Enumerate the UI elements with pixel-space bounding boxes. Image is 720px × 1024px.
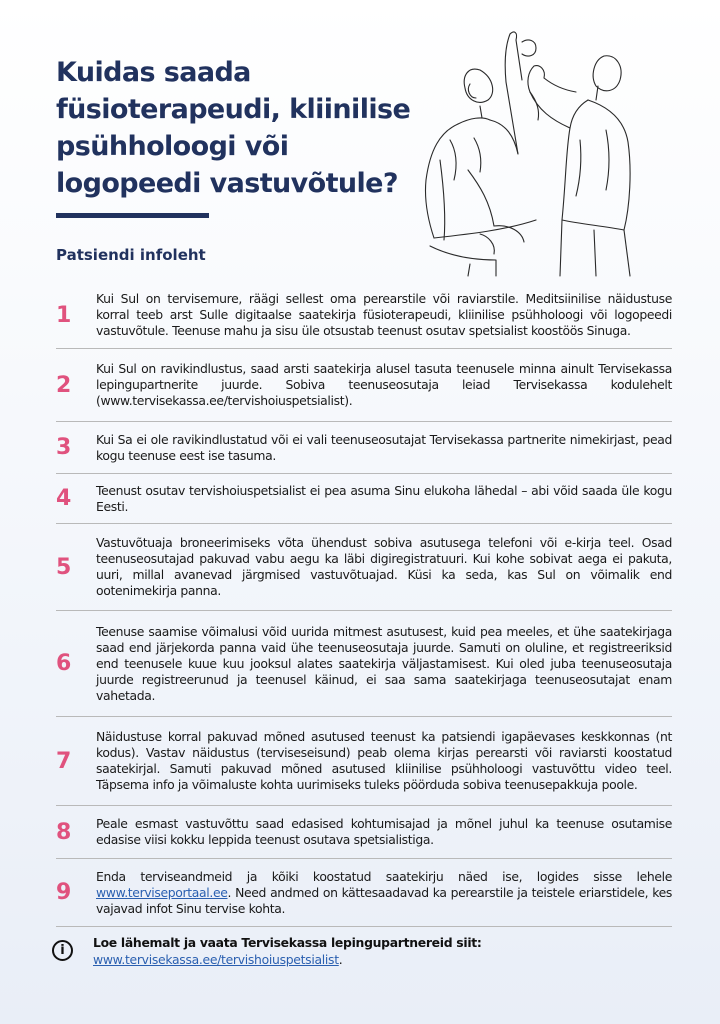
step-number: 8 [56,819,72,845]
step-text-start: Enda terviseandmeid ja kõiki koostatud saatekirju näed ise, logides sisse lehele [96,868,672,884]
step-number: 9 [56,880,72,905]
list-item [56,611,672,717]
list-item [56,717,672,806]
list-item [56,349,672,422]
title-underline [56,213,209,218]
step-text: Kui Sa ei ole ravikindlustatud või ei vali teenuseosutajat Tervisekassa partnerite nimekirjast, pead kogu teenuse eest ise tasuma. [96,431,672,463]
list-item [56,859,672,927]
terviseportaal-link[interactable]: www.terviseportaal.ee [96,884,228,900]
list-item [56,422,672,474]
info-title: Loe lähemalt ja vaata Tervisekassa lepingupartnereid siit: [93,935,482,950]
step-number: 2 [56,372,72,398]
step-text: Peale esmast vastuvõttu saad edasised kohtumisajad ja mõnel juhul ka teenuse osutamise edasise viisi kokku leppida teenust osutava spetsialistiga. [96,816,672,847]
more-info-box [52,934,672,968]
step-text: Kui Sul on ravikindlustus, saad arsti saatekirja alusel tasuta teenusele minna ainult Tervisekassa lepingupartnerite juurde. Sobiva teenuseosutaja leiad Tervisekassa kodulehelt (www.tervisekassa.ee/tervishoiuspetsialist). [96,361,672,408]
list-item [56,524,672,611]
step-number: 6 [56,651,72,676]
info-icon: i [52,940,73,961]
steps-list [56,282,672,927]
list-item [56,806,672,859]
page-subtitle: Patsiendi infoleht [56,246,206,264]
step-number: 3 [56,435,72,460]
physiotherapy-illustration [410,20,650,280]
list-item [56,282,672,349]
step-text: Teenust osutav tervishoiuspetsialist ei pea asuma Sinu elukoha lähedal – abi võid saada üle kogu Eesti. [96,482,672,514]
step-text-end: . Need andmed on kättesaadavad ka perearstile ja teistele eriarstidele, kes vajavad infot Sinu tervise kohta. [96,884,672,916]
step-text: Näidustuse korral pakuvad mõned asutused teenust ka patsiendi igapäevases keskkonnas (nt kodus). Vastav näidustus (terviseseisund) peab olema kirjas perearsti või raviarsti koostatud saatekirjal. Samuti pakuvad mõned asutused kliinilise psühholoogi vastuvõttu video teel. Täpsema info ja võimaluste kohta uurimiseks tuleks pöörduda sobiva teenusepakkuja poole. [96,729,672,792]
step-text: Teenuse saamise võimalusi võid uurida mitmest asutusest, kuid pea meeles, et ühe saatekirjaga saad end järjekorda panna vaid ühe teenuseosutaja juurde. Samuti on oluline, et registreeriksid end teenusele kuue kuu jooksul alates saatekirja väljastamisest. Kui oled juba teenuseosutaja juurde registreerunud ja teenusel käinud, ei saa sama saatekirjaga teenuseosutajat enam vahetada. [96,623,672,703]
page-title: Kuidas saada füsioterapeudi, kliinilise psühholoogi või logopeedi vastuvõtule? [56,57,411,199]
step-text: Kui Sul on tervisemure, räägi sellest oma perearstile või raviarstile. Meditsiinilise näidustuse korral teeb arst Sulle digitaalse saatekirja füsioterapeudi, kliinilise psühholoogi või logopeedi vastuvõtule. Teenuse mahu ja sisu üle otsustab teenust osutav spetsialist koostöös Sinuga. [96,291,672,338]
step-number: 7 [56,748,72,774]
step-text: Vastuvõtuaja broneerimiseks võta ühendust sobiva asutusega telefoni või e-kirja teel. Osad teenuseosutajad pakuvad vabu aegu ka läbi digiregistratuuri. Kui kohe sobivat aega ei pakuta, uuri, millal avanevad järgmised vastuvõtuajad. Küsi ka seda, kas Sul on võimalik end ootenimekirja panna. [96,535,672,598]
list-item [56,474,672,524]
step-number: 5 [56,554,72,580]
step-text [96,869,672,917]
info-suffix: . [338,952,343,967]
step-number: 1 [56,302,72,328]
tervisekassa-link[interactable]: www.tervisekassa.ee/tervishoiuspetsialist [93,952,339,967]
step-number: 4 [56,486,72,511]
